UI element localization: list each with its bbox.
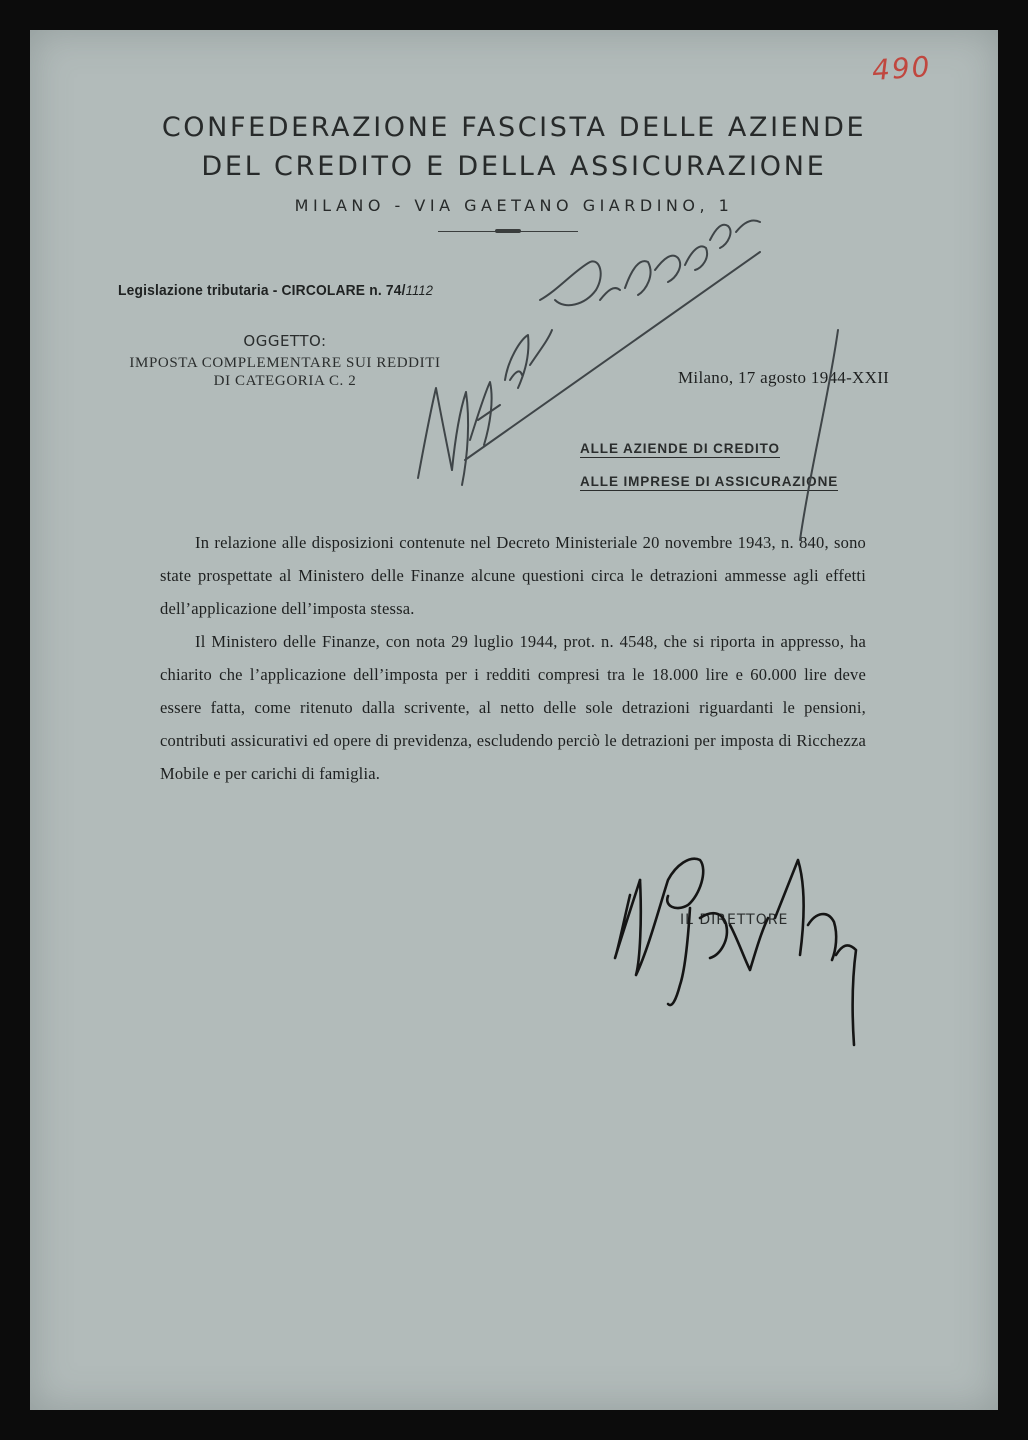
addressee-insurance: ALLE IMPRESE DI ASSICURAZIONE: [580, 474, 839, 489]
letterhead-line-1: CONFEDERAZIONE FASCISTA DELLE AZIENDE: [161, 112, 867, 143]
subject-line-2: DI CATEGORIA C. 2: [213, 373, 357, 389]
document-date: Milano, 17 agosto 1944-XXII: [678, 368, 890, 387]
subject-line-1: IMPOSTA COMPLEMENTARE SUI REDDITI: [129, 355, 441, 371]
letter-body: [160, 526, 866, 790]
letterhead-divider-ornament: [495, 229, 521, 233]
circular-number: 1112: [405, 282, 434, 298]
circular-reference: [118, 282, 433, 299]
letterhead-line-2: DEL CREDITO E DELLA ASSICURAZIONE: [201, 151, 827, 182]
archive-number: 490: [870, 49, 933, 88]
body-paragraph-1: In relazione alle disposizioni contenute nel Decreto Ministeriale 20 novembre 1943, n. 840, sono state prospettate al Ministero delle Finanze alcune questioni circa le detrazioni ammesse agli effetti dell’applicazione dell’imposta stessa.: [160, 533, 866, 618]
letterhead-address: MILANO - VIA GAETANO GIARDINO, 1: [294, 196, 734, 215]
circular-label: Legislazione tributaria - CIRCOLARE n. 74/: [118, 282, 406, 299]
body-paragraph-2: Il Ministero delle Finanze, con nota 29 luglio 1944, prot. n. 4548, che si riporta in appresso, ha chiarito che l’applicazione dell’imposta per i redditi compresi tra le 18.000 lire e 60.000 lire deve essere fatta, come ritenuto dalla scrivente, al netto delle sole detrazioni riguardanti le pensioni, contributi assicurativi ed opere di previdenza, escludendo perciò le detrazioni per imposta di Ricchezza Mobile e per carichi di famiglia.: [160, 632, 866, 783]
addressee-credit: ALLE AZIENDE DI CREDITO: [580, 441, 780, 456]
subject-label: OGGETTO:: [243, 332, 327, 350]
signature-title: IL DIRETTORE: [680, 912, 789, 928]
